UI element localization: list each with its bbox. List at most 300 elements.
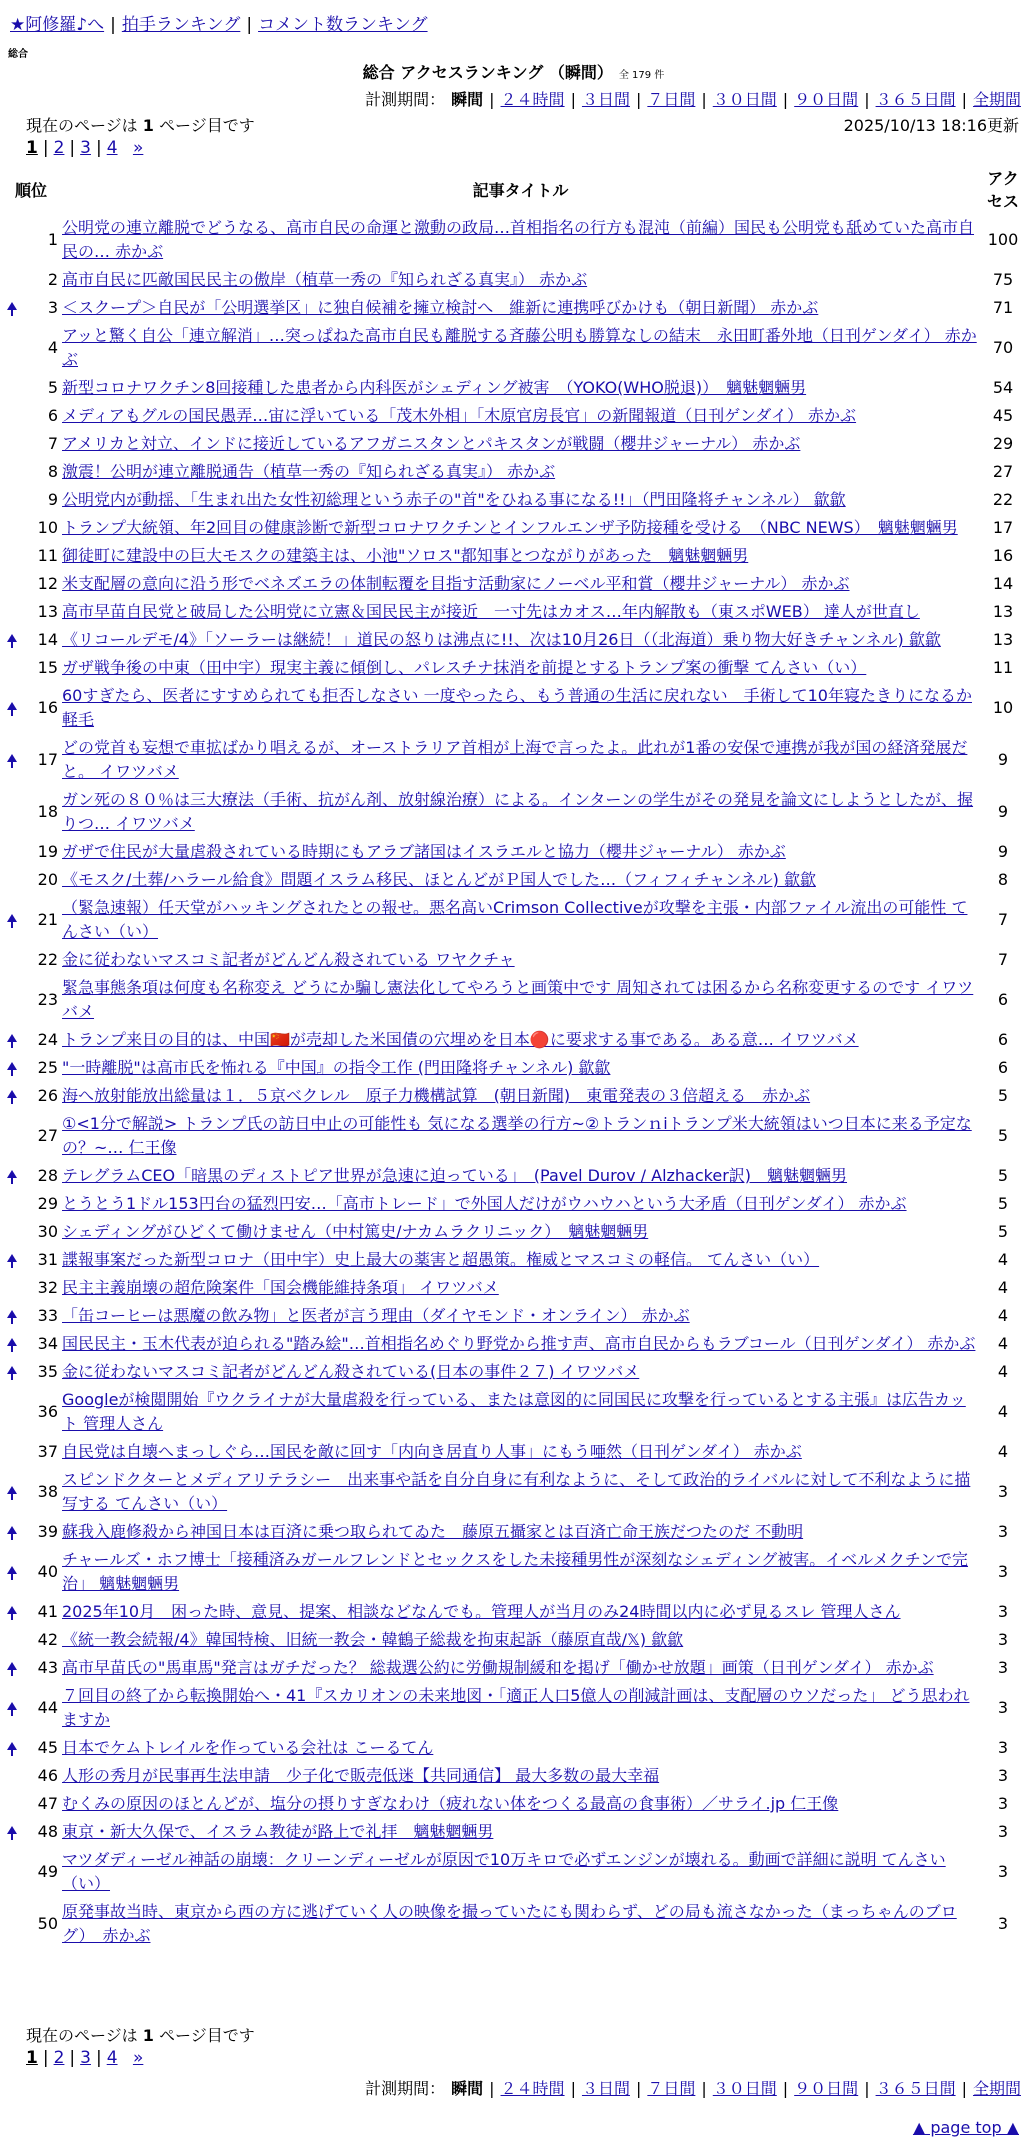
rank-number: 15 <box>37 658 58 677</box>
table-row <box>2 1082 1025 1110</box>
title-cell <box>60 294 981 322</box>
rank-change-cell <box>2 734 22 786</box>
rank-up-arrow-icon <box>7 754 17 762</box>
rank-change-cell <box>2 1518 22 1546</box>
rank-number: 33 <box>37 1306 58 1325</box>
access-count: 4 <box>997 1250 1009 1269</box>
rank-number: 46 <box>37 1766 58 1785</box>
rank-up-arrow-icon <box>7 1366 17 1374</box>
article-title-link[interactable]: 緊急事態条項は何度も名称変え どうにか騙し憲法化してやろうと画策中です 周知されては困るから名称変更するのです イワツバメ <box>62 978 974 1021</box>
rank-change-cell <box>2 1598 22 1626</box>
access-count: 100 <box>987 230 1019 249</box>
table-row <box>2 1274 1025 1302</box>
rank-change-cell <box>2 1466 22 1518</box>
period-24h-link[interactable]: ２４時間 <box>500 90 565 109</box>
access-count: 4 <box>997 1306 1009 1325</box>
article-title-link[interactable]: Googleが検閲開始『ウクライナが大量虐殺を行っている、または意図的に同国民に攻撃を行っているとする主張』は広告カット 管理人さん <box>62 1390 966 1433</box>
access-count: 3 <box>997 1630 1009 1649</box>
table-row <box>2 570 1025 598</box>
rank-number: 28 <box>37 1166 58 1185</box>
rank-number: 35 <box>37 1362 58 1381</box>
rank-number: 17 <box>37 750 58 769</box>
table-row <box>2 838 1025 866</box>
article-title-link[interactable]: 御徒町に建設中の巨大モスクの建築主は、小池"ソロス"都知事とつながりがあった 魑魅魍魎男 <box>62 546 749 565</box>
access-count: 6 <box>997 990 1009 1009</box>
access-count: 3 <box>997 1914 1009 1933</box>
period-selector-top: 計測期間： 瞬間 | ２４時間 | ３日間 | ７日間 | ３０日間 | ９０日間 | ３６５日間 | 全期間 <box>365 90 1021 109</box>
rank-number: 31 <box>37 1250 58 1269</box>
table-row <box>2 374 1025 402</box>
pager-link[interactable]: 3 <box>80 2048 91 2068</box>
comment-ranking-link[interactable]: コメント数ランキング <box>258 15 428 35</box>
access-count: 45 <box>992 406 1014 425</box>
table-row <box>2 1846 1025 1898</box>
article-title-link[interactable]: ガザ戦争後の中東（田中宇）現実主義に傾倒し、パレスチナ抹消を前提とするトランプ案の衝撃 てんさい（い） <box>62 658 867 677</box>
rank-change-cell <box>2 786 22 838</box>
rank-number: 42 <box>37 1630 58 1649</box>
rank-up-arrow-icon <box>7 1310 17 1318</box>
period-label: 計測期間： <box>365 2079 446 2098</box>
title-cell <box>60 598 981 626</box>
rank-change-cell <box>2 1162 22 1190</box>
rank-up-arrow-icon <box>7 1486 17 1494</box>
table-row <box>2 1818 1025 1846</box>
article-title-link[interactable]: トランプ来日の目的は、中国🇨🇳が売却した米国債の穴埋めを日本🔴に要求する事である。ある意… イワツバメ <box>62 1030 859 1049</box>
access-count: 70 <box>992 338 1014 357</box>
rank-change-cell <box>2 1082 22 1110</box>
article-title-link[interactable]: スピンドクターとメディアリテラシー 出来事や話を自分自身に有利なように、そして政治的ライバルに対して不利なように描写する てんさい（い） <box>62 1470 971 1513</box>
title-cell <box>60 866 981 894</box>
access-count: 14 <box>992 574 1014 593</box>
period-all-link[interactable]: 全期間 <box>972 2079 1021 2098</box>
rank-change-cell <box>2 1762 22 1790</box>
period-3d-link[interactable]: ３日間 <box>581 2079 630 2098</box>
period-label: 計測期間： <box>365 90 446 109</box>
asyura-home-link[interactable]: ★阿修羅♪へ <box>10 15 105 35</box>
table-row <box>2 1598 1025 1626</box>
rank-change-cell <box>2 1898 22 1950</box>
article-title-link[interactable]: 東京・新大久保で、イスラム教徒が路上で礼拝 魑魅魍魎男 <box>62 1822 494 1841</box>
title-cell <box>60 1386 981 1438</box>
pager-link[interactable]: 4 <box>106 2048 118 2068</box>
table-row <box>2 946 1025 974</box>
title-cell <box>60 1466 981 1518</box>
title-cell <box>60 1546 981 1598</box>
access-count: 5 <box>997 1166 1009 1185</box>
title-cell <box>60 786 981 838</box>
table-row <box>2 294 1025 322</box>
article-title-link[interactable]: 高市早苗自民党と破局した公明党に立憲＆国民民主が接近 一寸先はカオス…年内解散も（東スポWEB） 達人が世直し <box>62 602 920 621</box>
article-title-link[interactable]: ７回目の終了から転換開始へ・41『スカリオンの未来地図・「適正人口5億人の削減計画は、支配層のウソだった」 どう思われますか <box>62 1686 970 1729</box>
pager-top: 1 | 2 | 3 | 4 » <box>26 138 144 158</box>
rank-number: 7 <box>47 434 58 453</box>
rank-change-cell <box>2 486 22 514</box>
rank-up-arrow-icon <box>7 634 17 642</box>
rank-number: 23 <box>37 990 58 1009</box>
rank-change-cell <box>2 1818 22 1846</box>
applause-ranking-link[interactable]: 拍手ランキング <box>121 15 241 35</box>
title-cell <box>60 682 981 734</box>
rank-change-cell <box>2 654 22 682</box>
pager-link[interactable]: 2 <box>53 2048 65 2068</box>
title-cell <box>60 1162 981 1190</box>
article-title-link[interactable]: ガン死の８０％は三大療法（手術、抗がん剤、放射線治療）による。インターンの学生がその発見を論文にしようとしたが、握りつ… イワツバメ <box>62 790 974 833</box>
rank-up-arrow-icon <box>7 1062 17 1070</box>
access-count: 5 <box>997 1222 1009 1241</box>
title-cell <box>60 1598 981 1626</box>
article-title-link[interactable]: 新型コロナワクチン8回接種した患者から内科医がシェディング被害 （YOKO(WHO脱退)） 魑魅魍魎男 <box>62 378 807 397</box>
article-title-link[interactable]: むくみの原因のほとんどが、塩分の摂りすぎなわけ（疲れない体をつくる最高の食事術）／サライ.jp 仁王像 <box>62 1794 839 1813</box>
ranking-table <box>2 164 1025 1950</box>
rank-up-arrow-icon <box>7 1090 17 1098</box>
access-count: 7 <box>997 950 1009 969</box>
table-row <box>2 1218 1025 1246</box>
table-header-row <box>2 164 1025 214</box>
article-title-link[interactable]: トランプ大統領、年2回目の健康診断で新型コロナワクチンとインフルエンザ予防接種を受ける （NBC NEWS） 魑魅魍魎男 <box>62 518 958 537</box>
rank-change-cell <box>2 570 22 598</box>
access-count: 17 <box>992 518 1014 537</box>
title-cell <box>60 1762 981 1790</box>
article-title-link[interactable]: テレグラムCEO「暗黒のディストピア世界が急速に迫っている」 (Pavel Durov / Alzhacker訳) 魑魅魍魎男 <box>62 1166 848 1185</box>
pager-current: 1 <box>26 138 38 158</box>
access-count: 22 <box>992 490 1014 509</box>
article-title-link[interactable]: アッと驚く自公「連立解消」…突っぱねた高市自民も離脱する斉藤公明も勝算なしの結末 永田町番外地（日刊ゲンダイ） 赤かぶ <box>62 326 977 369</box>
table-row <box>2 1358 1025 1386</box>
article-title-link[interactable]: 米支配層の意向に沿う形でベネズエラの体制転覆を目指す活動家にノーベル平和賞（櫻井ジャーナル） 赤かぶ <box>62 574 850 593</box>
title-cell <box>60 214 981 266</box>
title-header: 記事タイトル <box>472 180 569 200</box>
table-row <box>2 1302 1025 1330</box>
table-row <box>2 1330 1025 1358</box>
title-cell <box>60 894 981 946</box>
title-cell <box>60 266 981 294</box>
table-row <box>2 1762 1025 1790</box>
article-title-link[interactable]: 激震！公明が連立離脱通告（植草一秀の『知られざる真実』） 赤かぶ <box>62 462 556 481</box>
rank-number: 16 <box>37 698 58 717</box>
article-title-link[interactable]: 《統一教会続報/4》韓国特検、旧統一教会・韓鶴子総裁を拘束起訴（藤原直哉/𝕏) 歙歙 <box>62 1630 684 1649</box>
table-row <box>2 1654 1025 1682</box>
table-row <box>2 682 1025 734</box>
article-title-link[interactable]: 蘇我入鹿修殺から神国日本は百済に乗つ取られてゐた 藤原五攝家とは百済亡命王族だつたのだ 不動明 <box>62 1522 804 1541</box>
access-count: 5 <box>997 1126 1009 1145</box>
period-30d-link[interactable]: ３０日間 <box>712 90 777 109</box>
article-title-link[interactable]: 金に従わないマスコミ記者がどんどん殺されている ワヤクチャ <box>62 950 515 969</box>
title-cell <box>60 458 981 486</box>
access-count: 3 <box>997 1522 1009 1541</box>
table-row <box>2 1386 1025 1438</box>
rank-number: 19 <box>37 842 58 861</box>
rank-change-cell <box>2 514 22 542</box>
rank-number: 18 <box>37 802 58 821</box>
article-title-link[interactable]: 60すぎたら、医者にすすめられても拒否しなさい 一度やったら、もう普通の生活に戻れない 手術して10年寝たきりになるか軽毛 <box>62 686 972 729</box>
total-count: 全 179 件 <box>618 70 665 81</box>
pager-bottom: 1 | 2 | 3 | 4 » <box>26 2048 144 2068</box>
rank-number: 45 <box>37 1738 58 1757</box>
rank-up-arrow-icon <box>7 914 17 922</box>
period-current: 瞬間 <box>451 90 484 109</box>
rank-change-cell <box>2 1026 22 1054</box>
rank-change-cell <box>2 458 22 486</box>
access-count: 10 <box>992 698 1014 717</box>
rank-change-cell <box>2 838 22 866</box>
title-cell <box>60 1518 981 1546</box>
title-cell <box>60 1818 981 1846</box>
rank-up-arrow-icon <box>7 1742 17 1750</box>
access-count: 3 <box>997 1794 1009 1813</box>
title-cell <box>60 514 981 542</box>
title-cell <box>60 570 981 598</box>
access-count: 3 <box>997 1658 1009 1677</box>
page-title <box>0 60 1027 83</box>
article-title-link[interactable]: 海へ放射能放出総量は１．５京ベクレル 原子力機構試算 (朝日新聞) 東電発表の３倍超える 赤かぶ <box>62 1086 811 1105</box>
article-title-link[interactable]: 《モスク/土葬/ハラール給食》問題イスラム移民、ほとんどがＰ国人でした…（フィフィチャンネル) 歙歙 <box>62 870 816 889</box>
rank-number: 21 <box>37 910 58 929</box>
pager-next-link[interactable]: » <box>132 138 144 158</box>
rank-number: 44 <box>37 1698 58 1717</box>
rank-number: 48 <box>37 1822 58 1841</box>
table-row <box>2 1546 1025 1598</box>
article-title-link[interactable]: 諜報事案だった新型コロナ（田中宇）史上最大の薬害と超愚策。権威とマスコミの軽信。 てんさい（い） <box>62 1250 820 1269</box>
article-title-link[interactable]: 人形の秀月が民事再生法申請 少子化で販売低迷【共同通信】 最大多数の最大幸福 <box>62 1766 660 1785</box>
period-30d-link[interactable]: ３０日間 <box>712 2079 777 2098</box>
access-count: 27 <box>992 462 1014 481</box>
table-row <box>2 894 1025 946</box>
top-navigation: ★阿修羅♪へ | 拍手ランキング | コメント数ランキング <box>10 15 428 35</box>
title-cell <box>60 1438 981 1466</box>
rank-number: 8 <box>47 462 58 481</box>
rank-change-cell <box>2 214 22 266</box>
article-title-link[interactable]: 高市自民に匹敵国民民主の傲岸（植草一秀の『知られざる真実』） 赤かぶ <box>62 270 588 289</box>
article-title-link[interactable]: 原発事故当時、東京から西の方に逃げていく人の映像を撮っていたにも関わらず、どの局も流さなかった（まっちゃんのブログ） 赤かぶ <box>62 1902 957 1945</box>
rank-number: 39 <box>37 1522 58 1541</box>
article-title-link[interactable]: 金に従わないマスコミ記者がどんどん殺されている(日本の事件２７) イワツバメ <box>62 1362 640 1381</box>
table-row <box>2 1190 1025 1218</box>
table-row <box>2 786 1025 838</box>
table-row <box>2 1466 1025 1518</box>
rank-change-cell <box>2 946 22 974</box>
rank-number: 13 <box>37 602 58 621</box>
rank-change-cell <box>2 294 22 322</box>
pager-current: 1 <box>26 2048 38 2068</box>
access-count: 3 <box>997 1862 1009 1881</box>
rank-change-cell <box>2 1654 22 1682</box>
title-cell <box>60 1654 981 1682</box>
rank-number: 2 <box>47 270 58 289</box>
article-title-link[interactable]: 2025年10月 困った時、意見、提案、相談などなんでも。管理人が当月のみ24時間以内に必ず見るスレ 管理人さん <box>62 1602 901 1621</box>
period-365d-link[interactable]: ３６５日間 <box>875 2079 956 2098</box>
article-title-link[interactable]: 日本でケムトレイルを作っている会社は こーるてん <box>62 1738 434 1757</box>
access-count: 4 <box>997 1362 1009 1381</box>
access-count: 5 <box>997 1194 1009 1213</box>
rank-change-cell <box>2 1302 22 1330</box>
article-title-link[interactable]: 高市早苗氏の"馬車馬"発言はガチだった？ 総裁選公約に労働規制緩和を掲げ「働かせ放題」画策（日刊ゲンダイ） 赤かぶ <box>62 1658 934 1677</box>
table-row <box>2 1026 1025 1054</box>
article-title-link[interactable]: 公明党の連立離脱でどうなる、高市自民の命運と激動の政局…首相指名の行方も混沌（前編）国民も公明党も舐めていた高市自民の… 赤かぶ <box>62 218 975 261</box>
rank-number: 3 <box>47 298 58 317</box>
rank-number: 40 <box>37 1562 58 1581</box>
rank-up-arrow-icon <box>7 1338 17 1346</box>
rank-number: 37 <box>37 1442 58 1461</box>
access-count: 9 <box>997 802 1009 821</box>
title-cell <box>60 626 981 654</box>
period-7d-link[interactable]: ７日間 <box>647 90 696 109</box>
title-cell <box>60 974 981 1026</box>
title-cell <box>60 1246 981 1274</box>
rank-change-cell <box>2 974 22 1026</box>
rank-up-arrow-icon <box>7 1826 17 1834</box>
period-selector-bottom: 計測期間： 瞬間 | ２４時間 | ３日間 | ７日間 | ３０日間 | ９０日間 | ３６５日間 | 全期間 <box>365 2079 1021 2098</box>
access-count: 13 <box>992 602 1014 621</box>
table-row <box>2 1246 1025 1274</box>
table-row <box>2 1518 1025 1546</box>
ranking-title: 総合 アクセスランキング （瞬間） <box>362 63 613 82</box>
article-title-link[interactable]: メディアもグルの国民愚弄…宙に浮いている「茂木外相」「木原官房長官」の新聞報道（日刊ゲンダイ） 赤かぶ <box>62 406 857 425</box>
article-title-link[interactable]: 自民党は自壊へまっしぐら…国民を敵に回す「内向き居直り人事」にもう唖然（日刊ゲンダイ） 赤かぶ <box>62 1442 802 1461</box>
title-cell <box>60 1190 981 1218</box>
access-count: 4 <box>997 1402 1009 1421</box>
title-cell <box>60 1274 981 1302</box>
table-row <box>2 322 1025 374</box>
title-cell <box>60 1626 981 1654</box>
title-cell <box>60 1054 981 1082</box>
rank-number: 1 <box>47 230 58 249</box>
rank-number: 26 <box>37 1086 58 1105</box>
rank-number: 38 <box>37 1482 58 1501</box>
rank-number: 10 <box>37 518 58 537</box>
rank-number: 22 <box>37 950 58 969</box>
title-cell <box>60 402 981 430</box>
title-cell <box>60 374 981 402</box>
article-title-link[interactable]: ガザで住民が大量虐殺されている時期にもアラブ諸国はイスラエルと協力（櫻井ジャーナル） 赤かぶ <box>62 842 786 861</box>
article-title-link[interactable]: 国民民主・玉木代表が迫られる"踏み絵"…首相指名めぐり野党から推す声、高市自民からもラブコール（日刊ゲンダイ） 赤かぶ <box>62 1334 976 1353</box>
rank-change-cell <box>2 1734 22 1762</box>
rank-change-cell <box>2 1246 22 1274</box>
rank-number: 9 <box>47 490 58 509</box>
period-3d-link[interactable]: ３日間 <box>581 90 630 109</box>
rank-change-cell <box>2 374 22 402</box>
article-title-link[interactable]: どの党首も妄想で車拡ばかり唱えるが、オーストラリア首相が上海で言ったよ。此れが1番の安保で連携が我が国の経済発展だと。 イワツバメ <box>62 738 968 781</box>
rank-number: 34 <box>37 1334 58 1353</box>
article-title-link[interactable]: 民主主義崩壊の超危険案件「国会機能維持条項」 イワツバメ <box>62 1278 499 1297</box>
table-row <box>2 654 1025 682</box>
table-row <box>2 598 1025 626</box>
table-row <box>2 974 1025 1026</box>
title-cell <box>60 946 981 974</box>
period-all-link[interactable]: 全期間 <box>972 90 1021 109</box>
period-current: 瞬間 <box>451 2079 484 2098</box>
title-cell <box>60 322 981 374</box>
access-count: 3 <box>997 1482 1009 1501</box>
access-count: 6 <box>997 1030 1009 1049</box>
rank-number: 6 <box>47 406 58 425</box>
title-cell <box>60 486 981 514</box>
access-count: 9 <box>997 750 1009 769</box>
title-cell <box>60 654 981 682</box>
access-header: アクセス <box>986 169 1019 211</box>
article-title-link[interactable]: チャールズ・ホフ博士「接種済みガールフレンドとセックスをした未接種男性が深刻なシェディング被害。イベルメクチンで完治」 魑魅魍魎男 <box>62 1550 969 1593</box>
article-title-link[interactable]: 「缶コーヒーは悪魔の飲み物」と医者が言う理由（ダイヤモンド・オンライン） 赤かぶ <box>62 1306 690 1325</box>
rank-change-cell <box>2 402 22 430</box>
rank-number: 25 <box>37 1058 58 1077</box>
access-count: 13 <box>992 630 1014 649</box>
table-row <box>2 734 1025 786</box>
rank-up-arrow-icon <box>7 1254 17 1262</box>
period-90d-link[interactable]: ９０日間 <box>794 2079 859 2098</box>
access-count: 16 <box>992 546 1014 565</box>
rank-number: 4 <box>47 338 58 357</box>
rank-up-arrow-icon <box>7 1702 17 1710</box>
article-title-link[interactable]: マツダディーゼル神話の崩壊：クリーンディーゼルが原因で10万キロで必ずエンジンが壊れる。動画で詳細に説明 てんさい（い） <box>62 1850 946 1893</box>
table-row <box>2 866 1025 894</box>
rank-number: 47 <box>37 1794 58 1813</box>
table-row <box>2 514 1025 542</box>
access-count: 3 <box>997 1766 1009 1785</box>
title-cell <box>60 430 981 458</box>
rank-change-cell <box>2 1274 22 1302</box>
access-count: 11 <box>992 658 1014 677</box>
table-row <box>2 1110 1025 1162</box>
access-count: 3 <box>997 1562 1009 1581</box>
rank-number: 20 <box>37 870 58 889</box>
article-title-link[interactable]: シェディングがひどくて働けません（中村篤史/ナカムラクリニック） 魑魅魍魎男 <box>62 1222 649 1241</box>
section-label: 総合 <box>8 49 28 60</box>
pager-link[interactable]: 2 <box>53 138 65 158</box>
rank-change-cell <box>2 1846 22 1898</box>
rank-number: 30 <box>37 1222 58 1241</box>
table-row <box>2 1054 1025 1082</box>
table-row <box>2 1438 1025 1466</box>
title-cell <box>60 1026 981 1054</box>
title-cell <box>60 838 981 866</box>
rank-change-cell <box>2 866 22 894</box>
rank-header: 順位 <box>14 180 47 200</box>
rank-change-cell <box>2 1190 22 1218</box>
rank-up-arrow-icon <box>7 1566 17 1574</box>
article-title-link[interactable]: ①<1分で解説> トランプ氏の訪日中止の可能性も 気になる選挙の行方~②トランｎiトランプ米大統領はいつ日本に来る予定なの？~… 仁王像 <box>62 1114 972 1157</box>
period-90d-link[interactable]: ９０日間 <box>794 90 859 109</box>
article-title-link[interactable]: 《リコールデモ/4》「ソーラーは継続！」道民の怒りは沸点に!!、次は10月26日（（北海道）乗り物大好きチャンネル) 歙歙 <box>62 630 941 649</box>
rank-change-cell <box>2 1358 22 1386</box>
table-row <box>2 626 1025 654</box>
page-top-area <box>913 2118 1019 2137</box>
article-title-link[interactable]: （緊急速報）任天堂がハッキングされたとの報せ。悪名高いCrimson Collectiveが攻撃を主張・内部ファイル流出の可能性 てんさい（い） <box>62 898 968 941</box>
rank-number: 49 <box>37 1862 58 1881</box>
rank-change-cell <box>2 598 22 626</box>
rank-up-arrow-icon <box>7 1034 17 1042</box>
article-title-link[interactable]: とうとう1ドル153円台の猛烈円安…「高市トレード」で外国人だけがウハウハという大矛盾（日刊ゲンダイ） 赤かぶ <box>62 1194 907 1213</box>
article-title-link[interactable]: ＜スクープ＞自民が「公明選挙区」に独自候補を擁立検討へ 維新に連携呼びかけも（朝日新聞） 赤かぶ <box>62 298 819 317</box>
table-row <box>2 214 1025 266</box>
page-top-link[interactable]: ▲ page top ▲ <box>912 2118 1019 2137</box>
rank-number: 29 <box>37 1194 58 1213</box>
article-title-link[interactable]: 公明党内が動揺、「生まれ出た女性初総理という赤子の"首"をひねる事になる!!」（門田隆将チャンネル） 歙歙 <box>62 490 846 509</box>
article-title-link[interactable]: "一時離脱"は高市氏を怖れる『中国』の指令工作 (門田隆将チャンネル) 歙歙 <box>62 1058 611 1077</box>
rank-change-cell <box>2 1330 22 1358</box>
table-row <box>2 1626 1025 1654</box>
pager-link[interactable]: 3 <box>80 138 91 158</box>
period-365d-link[interactable]: ３６５日間 <box>875 90 956 109</box>
article-title-link[interactable]: アメリカと対立、インドに接近しているアフガニスタンとパキスタンが戦闘（櫻井ジャーナル） 赤かぶ <box>62 434 801 453</box>
rank-change-cell <box>2 1546 22 1598</box>
period-24h-link[interactable]: ２４時間 <box>500 2079 565 2098</box>
pager-next-link[interactable]: » <box>132 2048 144 2068</box>
rank-change-cell <box>2 1110 22 1162</box>
rank-change-cell <box>2 430 22 458</box>
pager-link[interactable]: 4 <box>106 138 118 158</box>
period-7d-link[interactable]: ７日間 <box>647 2079 696 2098</box>
title-cell <box>60 1682 981 1734</box>
table-row <box>2 402 1025 430</box>
